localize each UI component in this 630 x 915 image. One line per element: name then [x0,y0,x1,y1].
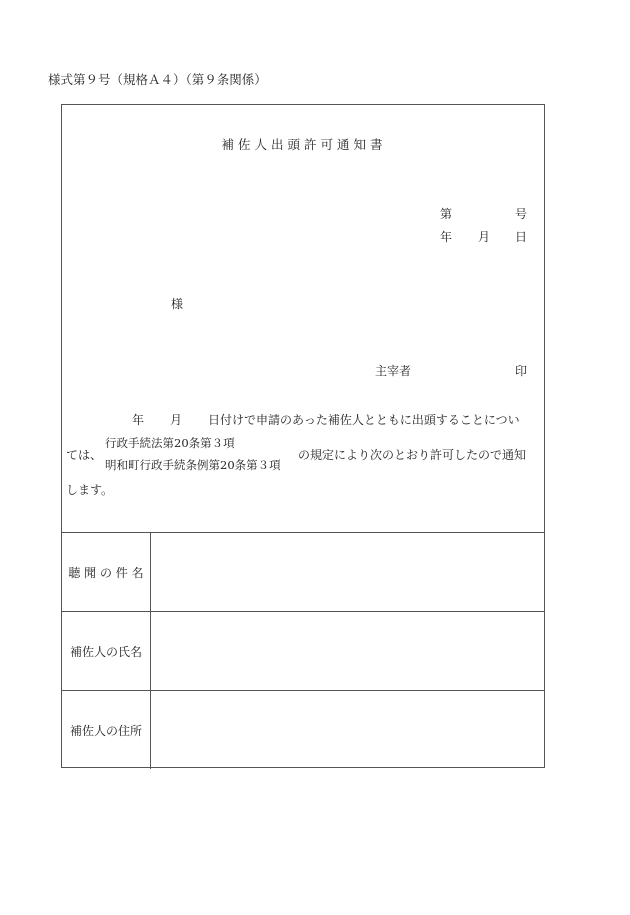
row-label-assistant-address: 補佐人の住所 [69,724,142,738]
notice-form-frame [61,104,545,768]
table-column-divider [150,532,151,769]
table-row-divider [62,690,544,691]
seal-mark: 印 [515,364,528,378]
body-year: 年 [132,413,145,427]
body-line1-text: 日付けで申請のあった補佐人とともに出頭することについ [208,413,520,427]
table-top-border [62,532,544,533]
table-row-divider [62,611,544,612]
body-line2-suffix: の規定により次のとおり許可したので通知 [298,448,527,462]
sender-title: 主宰者 [375,364,412,378]
addressee-suffix: 様 [171,297,184,311]
body-month: 月 [170,413,183,427]
row-label-assistant-name: 補佐人の氏名 [69,645,142,659]
row-label-hearing-case: 聴 聞 の 件 名 [68,566,144,580]
law-option-2: 明和町行政手続条例第20条第３項 [105,458,281,472]
document-title: 補佐人出頭許可通知書 [221,137,387,152]
form-label: 様式第９号（規格Ａ４）（第９条関係） [48,72,267,87]
date-month: 月 [478,230,491,244]
law-option-1: 行政手続法第20条第３項 [105,436,235,450]
body-line3: します。 [66,483,114,497]
number-suffix: 号 [515,207,528,221]
body-line2-prefix: ては、 [66,448,103,462]
date-day: 日 [515,230,528,244]
date-year: 年 [440,230,453,244]
number-prefix: 第 [440,207,453,221]
